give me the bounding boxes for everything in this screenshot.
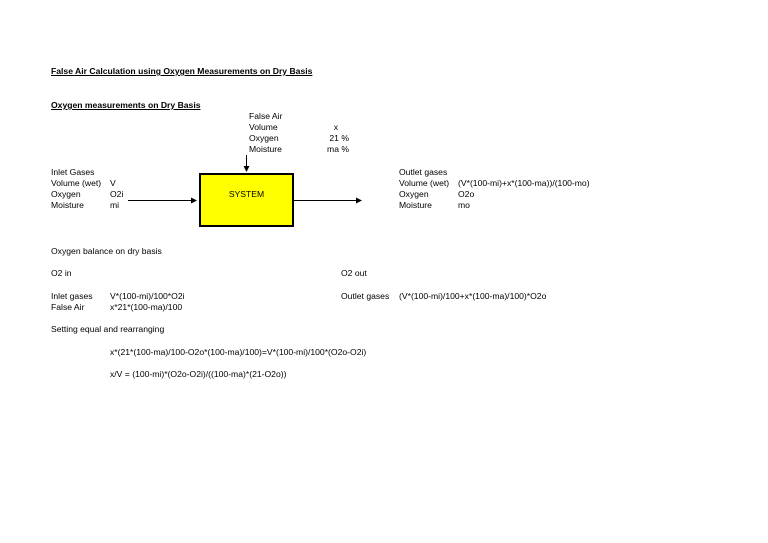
outlet-volume-label: Volume (wet) <box>399 178 450 188</box>
false-air-moisture-label: Moisture <box>249 144 282 154</box>
outlet-arrow-head <box>356 198 362 204</box>
balance-outlet-label: Outlet gases <box>341 291 390 301</box>
outlet-volume-value: (V*(100-mi)+x*(100-ma))/(100-mo) <box>458 178 590 188</box>
balance-heading: Oxygen balance on dry basis <box>51 246 162 256</box>
balance-false-air-label: False Air <box>51 302 85 312</box>
inlet-oxygen-value: O2i <box>110 189 124 199</box>
outlet-oxygen-label: Oxygen <box>399 189 429 199</box>
false-air-oxygen-value: 21 % <box>329 133 349 143</box>
false-air-heading: False Air <box>249 111 283 121</box>
equation-2: x/V = (100-mi)*(O2o-O2i)/((100-ma)*(21-O2o)) <box>110 369 287 379</box>
balance-outlet-expr: (V*(100-mi)/100+x*(100-ma)/100)*O2o <box>399 291 547 301</box>
o2-in-label: O2 in <box>51 268 72 278</box>
inlet-heading: Inlet Gases <box>51 167 95 177</box>
inlet-moisture-label: Moisture <box>51 200 84 210</box>
equation-1: x*(21*(100-ma)/100-O2o*(100-ma)/100)=V*(100-mi)/100*(O2o-O2i) <box>110 347 367 357</box>
balance-inlet-label: Inlet gases <box>51 291 93 301</box>
outlet-heading: Outlet gases <box>399 167 448 177</box>
section-title: Oxygen measurements on Dry Basis <box>51 100 201 110</box>
inlet-oxygen-label: Oxygen <box>51 189 81 199</box>
inlet-volume-value: V <box>110 178 116 188</box>
false-air-volume-label: Volume <box>249 122 278 132</box>
inlet-arrow-head <box>191 198 197 204</box>
o2-out-label: O2 out <box>341 268 367 278</box>
inlet-volume-label: Volume (wet) <box>51 178 102 188</box>
balance-false-air-expr: x*21*(100-ma)/100 <box>110 302 183 312</box>
outlet-moisture-value: mo <box>458 200 470 210</box>
setting-equal-text: Setting equal and rearranging <box>51 324 165 334</box>
outlet-oxygen-value: O2o <box>458 189 475 199</box>
page-title: False Air Calculation using Oxygen Measurements on Dry Basis <box>51 66 313 76</box>
false-air-arrow-head <box>244 166 250 172</box>
false-air-volume-value: x <box>333 122 338 132</box>
outlet-moisture-label: Moisture <box>399 200 432 210</box>
false-air-moisture-value: ma % <box>327 144 349 154</box>
system-label: SYSTEM <box>228 189 265 199</box>
false-air-oxygen-label: Oxygen <box>249 133 279 143</box>
inlet-moisture-value: mi <box>110 200 120 210</box>
balance-inlet-expr: V*(100-mi)/100*O2i <box>110 291 185 301</box>
